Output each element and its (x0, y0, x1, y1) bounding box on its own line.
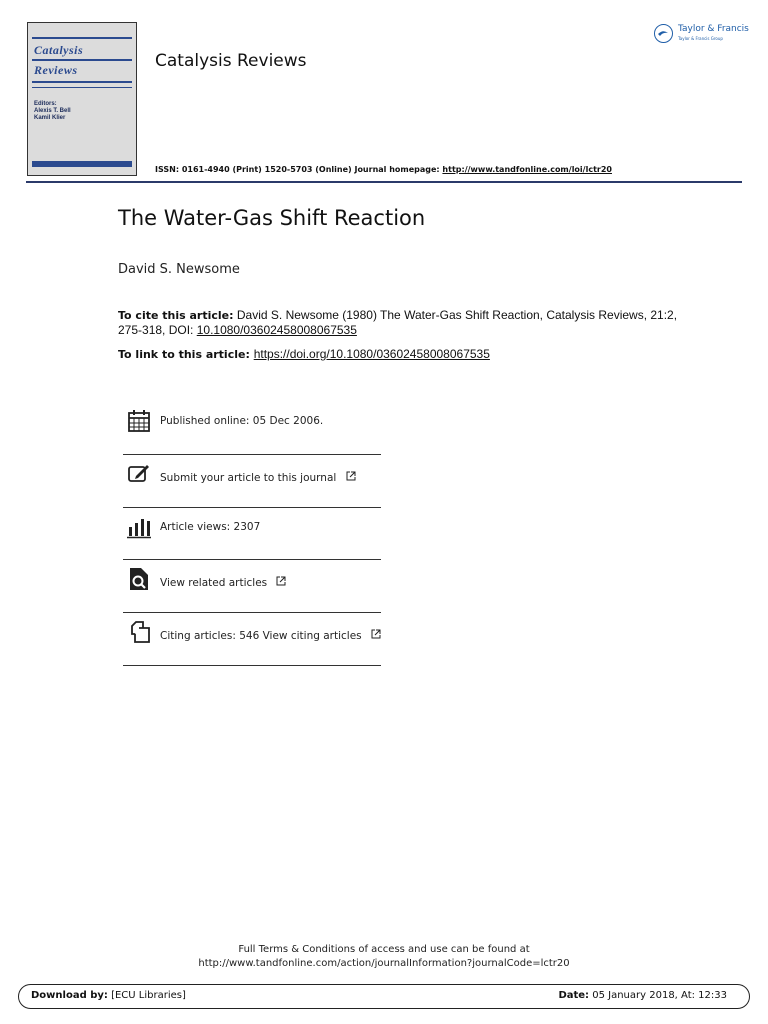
terms-url[interactable]: http://www.tandfonline.com/action/journalInformation?journalCode=lctr20 (198, 958, 570, 969)
external-link-icon (346, 471, 356, 481)
cover-band (32, 87, 132, 88)
bar-chart-icon (127, 515, 151, 539)
publisher-logo (654, 22, 749, 48)
cover-editor-2: Kamil Klier (34, 115, 66, 121)
date-label: Date: (558, 990, 590, 1001)
row-divider (123, 612, 381, 613)
download-info-bar (18, 984, 750, 1009)
cover-editors (34, 101, 71, 122)
journal-cover-image (27, 22, 137, 176)
citing-row[interactable] (123, 620, 381, 672)
submit-article-label: Submit your article to this journal (160, 472, 337, 484)
terms-line-1: Full Terms & Conditions of access and use can be found at (238, 944, 530, 955)
submit-row[interactable] (123, 462, 381, 514)
cover-title-line2: Reviews (34, 63, 78, 77)
calendar-icon (127, 409, 151, 433)
published-row (123, 409, 381, 461)
download-label: Download by: (31, 990, 108, 1001)
citing-articles-link[interactable] (160, 629, 381, 642)
date-value: 05 January 2018, At: 12:33 (589, 990, 727, 1001)
cover-editors-label: Editors: (34, 101, 57, 107)
cover-band (32, 37, 132, 39)
cover-title-line1: Catalysis (34, 43, 84, 57)
cover-band (32, 81, 132, 83)
cover-band (32, 59, 132, 61)
issn-line (155, 165, 612, 174)
article-author: David S. Newsome (118, 262, 240, 277)
publisher-logo-icon (654, 24, 673, 43)
link-label: To link to this article: (118, 348, 254, 361)
cover-editor-1: Alexis T. Bell (34, 108, 71, 114)
download-by (31, 990, 186, 1001)
views-row (123, 515, 381, 567)
cite-text: David S. Newsome (1980) The Water-Gas Shift Reaction, Catalysis Reviews, 21:2, 275-318, DOI: (118, 308, 678, 337)
article-title: The Water-Gas Shift Reaction (118, 206, 426, 230)
row-divider (123, 559, 381, 560)
issn-text: ISSN: 0161-4940 (Print) 1520-5703 (Online) Journal homepage: (155, 165, 443, 174)
edit-icon (127, 462, 151, 486)
citing-articles-label: Citing articles: 546 View citing articles (160, 630, 362, 642)
row-divider (123, 665, 381, 666)
link-block (118, 347, 490, 361)
publisher-group: Taylor & Francis Group (678, 36, 723, 41)
journal-homepage-link[interactable]: http://www.tandfonline.com/loi/lctr20 (442, 165, 612, 174)
related-row[interactable] (123, 567, 381, 619)
article-views: Article views: 2307 (160, 521, 261, 533)
article-doi-link[interactable]: https://doi.org/10.1080/03602458008067535 (253, 347, 490, 361)
terms-notice (0, 943, 768, 971)
row-divider (123, 507, 381, 508)
citing-documents-icon (127, 620, 151, 644)
published-date: Published online: 05 Dec 2006. (160, 415, 324, 427)
row-divider (123, 454, 381, 455)
related-articles-link[interactable] (160, 576, 286, 589)
external-link-icon (276, 576, 286, 586)
external-link-icon (371, 629, 381, 639)
search-document-icon (127, 567, 151, 591)
journal-title: Catalysis Reviews (155, 51, 307, 71)
publisher-name: Taylor & Francis (678, 24, 749, 34)
download-date (558, 990, 727, 1001)
header-divider (26, 181, 742, 183)
download-value: [ECU Libraries] (107, 990, 186, 1001)
related-articles-label: View related articles (160, 577, 268, 589)
submit-article-link[interactable] (160, 471, 356, 484)
cite-doi-link[interactable]: 10.1080/03602458008067535 (196, 323, 357, 337)
cover-footer-band (32, 161, 132, 167)
citation-block (118, 308, 678, 337)
cite-label: To cite this article: (118, 309, 234, 322)
